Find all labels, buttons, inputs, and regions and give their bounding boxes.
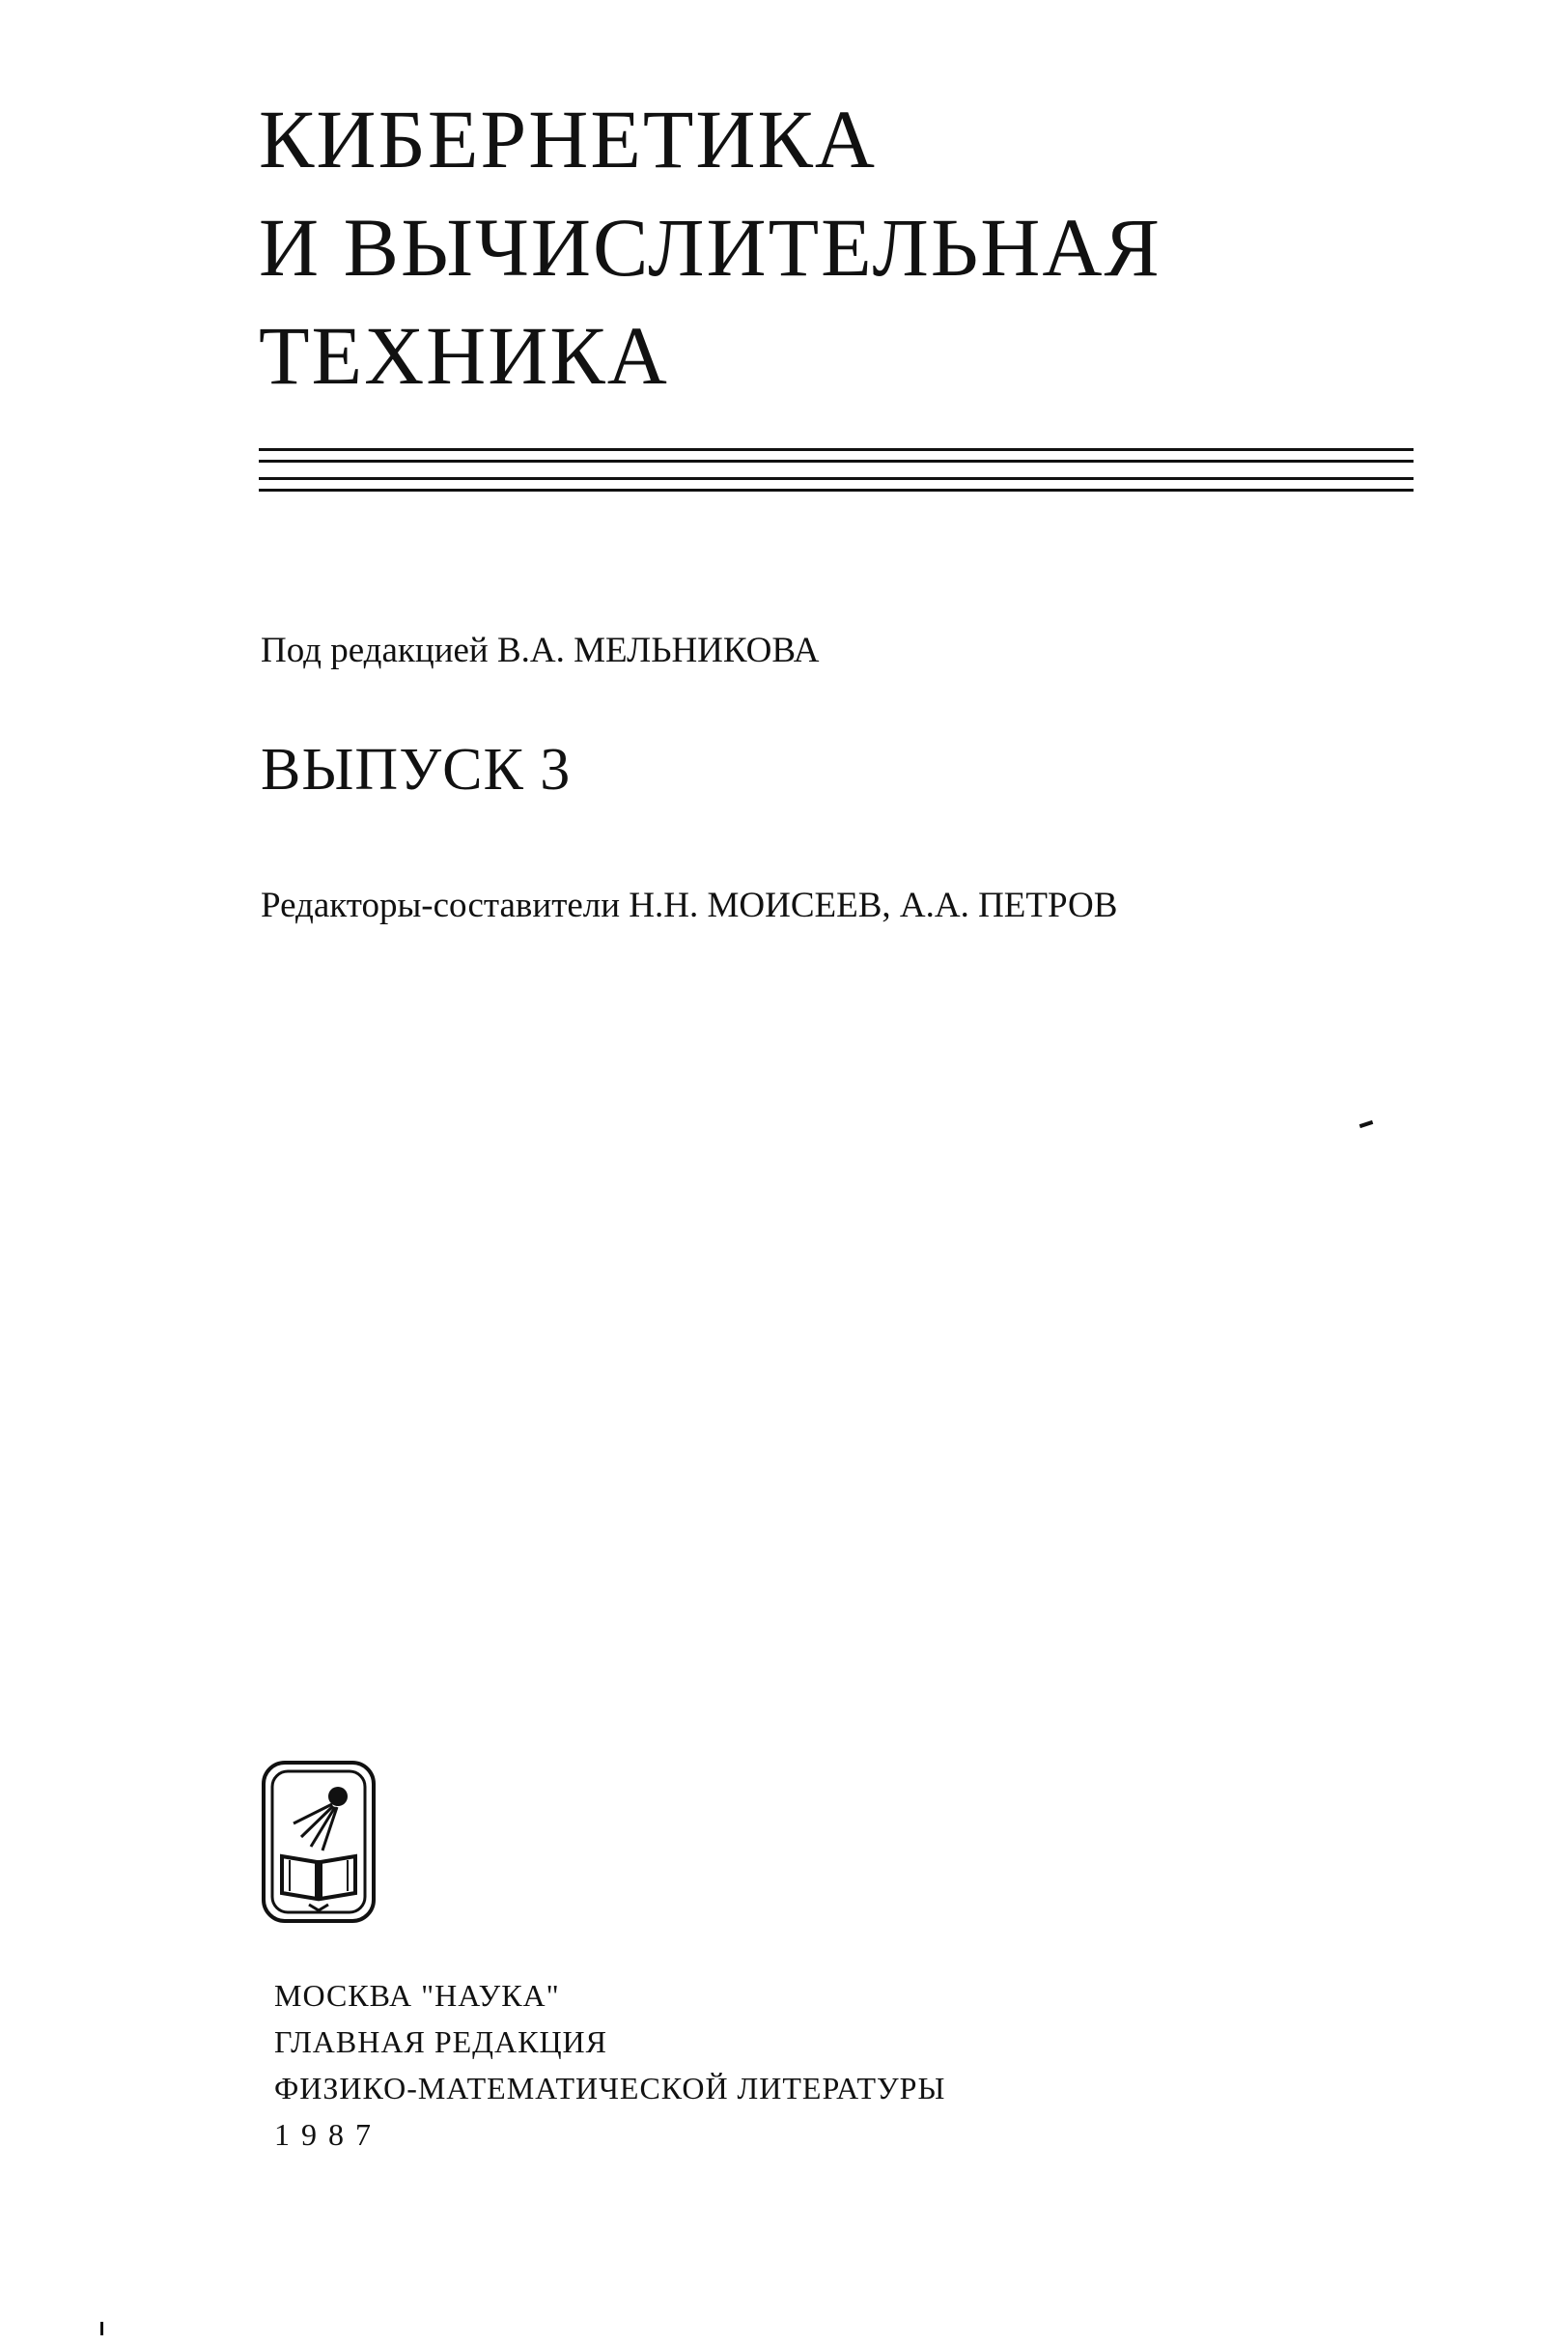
compilers-line: Редакторы-составители Н.Н. МОИСЕЕВ, А.А. ПЕТРОВ — [261, 886, 1118, 925]
title-rules-divider — [259, 448, 1414, 493]
nauka-publisher-emblem-icon — [261, 1760, 377, 1924]
title-line-2: И ВЫЧИСЛИТЕЛЬНАЯ — [259, 201, 1162, 294]
title-line-1: КИБЕРНЕТИКА — [259, 93, 877, 185]
rule-line — [259, 489, 1414, 492]
rule-line — [259, 477, 1414, 480]
print-speck — [1359, 1120, 1374, 1128]
title-line-3: ТЕХНИКА — [259, 309, 669, 402]
imprint-year: 1987 — [274, 2117, 382, 2152]
satellite-icon — [294, 1787, 348, 1851]
publisher-imprint — [274, 1972, 945, 2158]
imprint-edition: ГЛАВНАЯ РЕДАКЦИЯ — [274, 2024, 607, 2059]
issue-number: ВЫПУСК 3 — [261, 737, 572, 803]
editor-line: Под редакцией В.А. МЕЛЬНИКОВА — [261, 631, 820, 670]
rule-line — [259, 448, 1414, 451]
print-speck — [100, 2322, 103, 2335]
imprint-city-publisher: МОСКВА "НАУКА" — [274, 1978, 560, 2013]
book-title — [259, 85, 1162, 410]
rule-line — [259, 460, 1414, 463]
imprint-edition-subject: ФИЗИКО-МАТЕМАТИЧЕСКОЙ ЛИТЕРАТУРЫ — [274, 2071, 946, 2105]
open-book-icon — [282, 1856, 355, 1910]
